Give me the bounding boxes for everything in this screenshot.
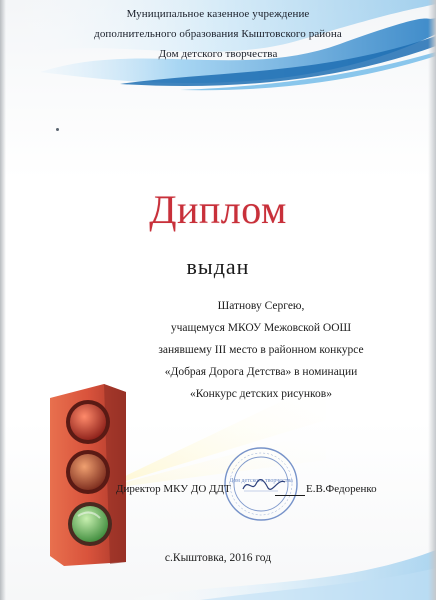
director-name: Е.В.Федоренко (306, 483, 377, 495)
institution-line-2: дополнительного образования Кыштовского района (94, 28, 342, 40)
issued-label: выдан (186, 254, 250, 279)
recipient-name: Шатнову Сергею, (217, 300, 305, 312)
footer-wave-decoration (0, 530, 436, 600)
diploma-title: Диплом (149, 187, 287, 232)
contest-name: «Добрая Дорога Детства» в номинации (164, 366, 358, 378)
institution-line-1: Муниципальное казенное учреждение (126, 8, 310, 20)
nomination-name: «Конкурс детских рисунков» (190, 388, 332, 400)
director-label: Директор МКУ ДО ДДТ (116, 483, 231, 495)
scan-speck (56, 128, 59, 131)
signature-row (110, 483, 410, 503)
stamp-text: Дом детского творчества (229, 478, 293, 484)
signature-line (275, 495, 305, 496)
recipient-school: учащемуся МКОУ Межовской ООШ (170, 322, 352, 334)
issue-place-year: с.Кыштовка, 2016 год (164, 552, 272, 564)
institution-line-3: Дом детского творчества (158, 48, 278, 60)
award-place: занявшему III место в районном конкурсе (158, 344, 364, 356)
